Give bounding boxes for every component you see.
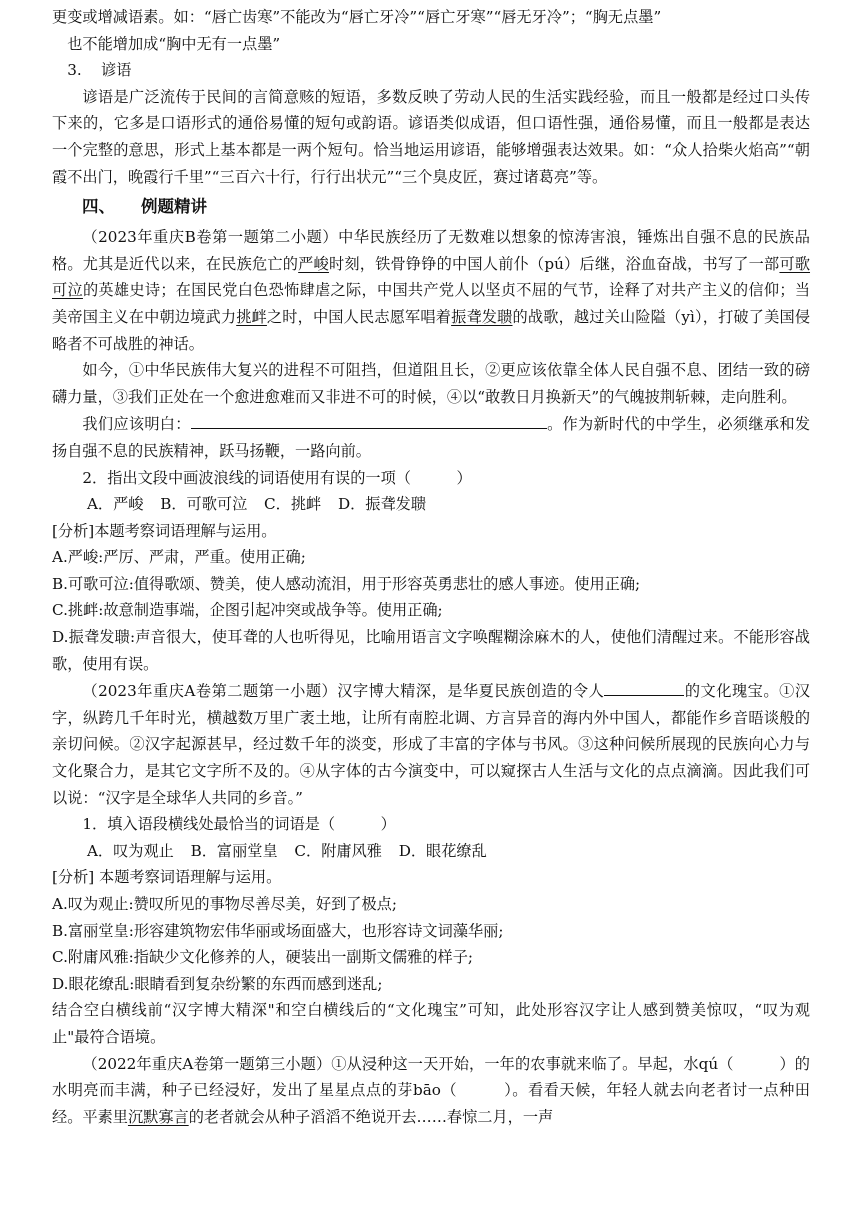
underlined-word-2: 可歌可泣: [52, 254, 811, 300]
example1-passage-3: [52, 410, 810, 464]
example1-question: 2．指出文段中画波浪线的词语使用有误的一项（ ）: [82, 468, 472, 487]
analysis-line: B.可歌可泣:值得歌颂、赞美，使人感动流泪，用于形容英勇悲壮的感人事迹。使用正确;: [52, 574, 641, 593]
analysis-line: D.眼花缭乱:眼睛看到复杂纷繁的东西而感到迷乱;: [52, 974, 383, 993]
option-d: D．眼花缭乱: [398, 841, 487, 860]
example1-passage: [52, 224, 810, 357]
passage-text: 时刻，铁骨铮铮的中国人前仆（pú）后继，浴血奋战，书写了一部: [328, 254, 780, 273]
passage-text: （2023年重庆B卷第一题第二小题）中华民族经历了无数难以想象的惊涛害浪，锤炼出自强不息的民族品格。尤其是近代以来，在民族危亡的: [52, 228, 810, 273]
underlined-word-1: 严峻: [298, 254, 329, 273]
example2-passage: [52, 677, 810, 811]
passage-text: 我们应该明白：: [82, 415, 191, 434]
analysis-line: C.挑衅:故意制造事端，企图引起冲突或战争等。使用正确;: [52, 601, 443, 620]
option-a: A．叹为观止: [86, 841, 174, 860]
analysis-line: D.振聋发聩:声音很大，使耳聋的人也听得见，比喻用语言文字唤醒糊涂麻木的人，使他们清醒过来。不能形容战歌，使用有误。: [52, 628, 810, 673]
document-page: [52, 4, 810, 1130]
passage-text: （2022年重庆A卷第一题第三小题）①从浸种这一天开始，一年的农事就来临了。早起，水qú（ ）的水明亮而丰满，种子已经浸好，发出了星星点点的芽bāo（ ）。看看天候，年轻人就去向老者讨一点种田经。平素里: [52, 1054, 810, 1126]
passage-text: 。作为新时代的中学生，必须继承和发扬自强不息的民族精神，跃马扬鞭，一路向前。: [52, 415, 811, 460]
example3-passage: [52, 1051, 810, 1131]
item-3-number: 3.: [67, 61, 82, 80]
analysis-line: B.富丽堂皇:形容建筑物宏伟华丽或场面盛大，也形容诗文词藻华丽;: [52, 921, 504, 940]
item-3-title: 谚语: [101, 61, 132, 80]
intro-line-1: 更变或增减语素。如：“唇亡齿寒”不能改为“唇亡牙冷”“唇亡牙寒”“唇无牙冷”；“胸无点墨”: [52, 8, 662, 26]
passage-text: 之时，中国人民志愿军唱着: [266, 307, 452, 326]
passage-text: 的老者就会从种子滔滔不绝说开去……春惊二月，一声: [188, 1107, 554, 1126]
option-b: B．可歌可泣: [160, 495, 248, 514]
passage-text: 的文化瑰宝。①汉字，纵跨几千年时光，横越数万里广袤土地，让所有南腔北调、方言异音的海内外中国人，都能作乡音晤谈般的亲切问候。②汉字起源甚早，经过数千年的淡变，形成了丰富的字体与书风。③这种问候所展现的民族向心力与文化聚合力，是其它文字所不及的。④从字体的古今演变中，可以窥探古人生活与文化的点点滴滴。因此我们可以说：“汉字是全球华人共同的乡音。”: [52, 682, 810, 807]
example2-options: [52, 838, 810, 865]
analysis-line: A.严峻:严厉、严肃，严重。使用正确;: [52, 548, 306, 567]
section-number: 四、: [82, 197, 115, 217]
intro-line-2: 也不能增加成“胸中无有一点墨”: [67, 34, 281, 53]
underlined-word-1: 沉默寡言: [127, 1107, 189, 1126]
option-a: A．严峻: [86, 495, 144, 514]
item-3-heading: [52, 57, 810, 84]
underlined-word-4: 振聋发聩: [451, 307, 513, 326]
answer-blank[interactable]: [191, 410, 547, 429]
proverb-paragraph: 谚语是广泛流传于民间的言简意赅的短语，多数反映了劳动人民的生活实践经验，而且一般都是经过口头传下来的，它多是口语形式的通俗易懂的短句或韵语。谚语类似成语，但口语性强，通俗易懂，而且一般都是表达一个完整的意思，形式上基本都是一两个短句。恰当地运用谚语，能够增强表达效果。如：“众人拾柴火焰高”“朝霞不出门，晚霞行千里”“三百六十行，行行出状元”“三个臭皮匠，赛过诸葛亮”等。: [52, 87, 810, 186]
analysis-line: C.附庸风雅:指缺少文化修养的人，硬装出一副斯文儒雅的样子;: [52, 948, 474, 967]
section-title: 例题精讲: [141, 197, 207, 217]
option-c: C．附庸风雅: [294, 841, 382, 860]
option-c: C．挑衅: [264, 495, 322, 514]
option-b: B．富丽堂皇: [190, 841, 278, 860]
underlined-word-3: 挑衅: [236, 307, 267, 326]
answer-blank[interactable]: [604, 677, 684, 696]
passage-text: （2023年重庆A卷第二题第一小题）汉字博大精深，是华夏民族创造的令人: [82, 682, 605, 701]
section-heading: [52, 190, 810, 224]
example1-options: [52, 491, 810, 518]
analysis-line: [分析]本题考察词语理解与运用。: [52, 521, 277, 540]
option-d: D．振聋发聩: [337, 495, 427, 514]
passage-text: 的英雄史诗；在国民党白色恐怖肆虐之际，中国共产党人以坚贞不屈的气节，诠释了对共产主义的信仰；当美帝国主义在中朝边境武力: [52, 281, 811, 326]
analysis-line: [分析] 本题考察词语理解与运用。: [52, 868, 282, 887]
example1-passage-2: 如今，①中华民族伟大复兴的进程不可阻挡，但道阻且长，②更应该依靠全体人民自强不息、团结一致的磅礴力量，③我们正处在一个愈进愈难而又非进不可的时候，④以“敢教日月换新天”的气魄披荆斩棘，走向胜利。: [52, 361, 810, 406]
passage-text: 的战歌，越过关山险隘（yì），打破了美国侵略者不可战胜的神话。: [52, 307, 811, 353]
analysis-line: A.叹为观止:赞叹所见的事物尽善尽美，好到了极点;: [52, 895, 397, 913]
example2-question: 1．填入语段横线处最恰当的词语是（ ）: [82, 815, 396, 834]
analysis-line: 结合空白横线前“汉字博大精深"和空白横线后的“文化瑰宝”可知，此处形容汉字让人感到赞美惊叹，“叹为观止"最符合语境。: [52, 1001, 810, 1046]
